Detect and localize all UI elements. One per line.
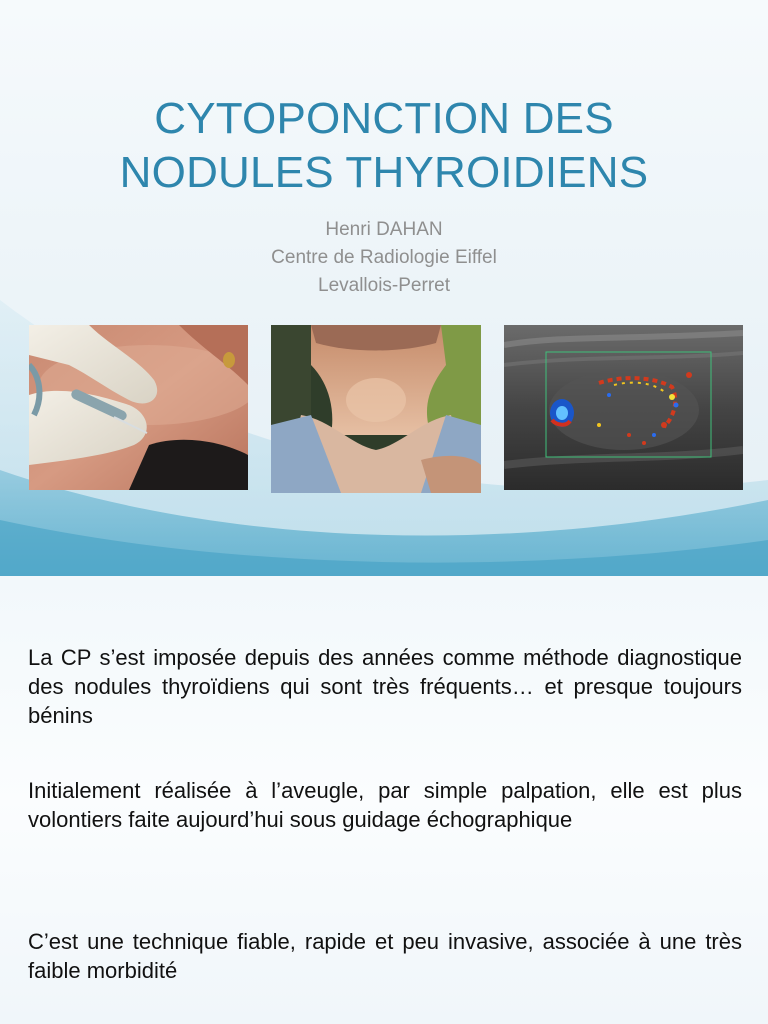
photo-neck-nodule bbox=[271, 325, 481, 493]
title-line-1: CYTOPONCTION DES bbox=[154, 94, 614, 143]
location-name: Levallois-Perret bbox=[318, 275, 450, 296]
ultrasound-doppler-image bbox=[504, 325, 743, 490]
paragraph-2: Initialement réalisée à l’aveugle, par simple palpation, elle est plus volontiers faite aujourd’hui sous guidage échographique bbox=[28, 778, 742, 832]
page-title bbox=[0, 92, 768, 200]
institution-name: Centre de Radiologie Eiffel bbox=[271, 247, 497, 268]
paragraph-1: La CP s’est imposée depuis des années comme méthode diagnostique des nodules thyroïdiens qui sont très fréquents… et presque toujours bénins bbox=[28, 645, 742, 728]
paragraph-3: C’est une technique fiable, rapide et peu invasive, associée à une très faible morbidité bbox=[28, 929, 742, 983]
subtitle bbox=[0, 216, 768, 300]
photo-needle-puncture bbox=[29, 325, 248, 490]
author-name: Henri DAHAN bbox=[325, 219, 443, 240]
content-slide bbox=[0, 576, 768, 1024]
title-line-2: NODULES THYROIDIENS bbox=[119, 148, 649, 197]
